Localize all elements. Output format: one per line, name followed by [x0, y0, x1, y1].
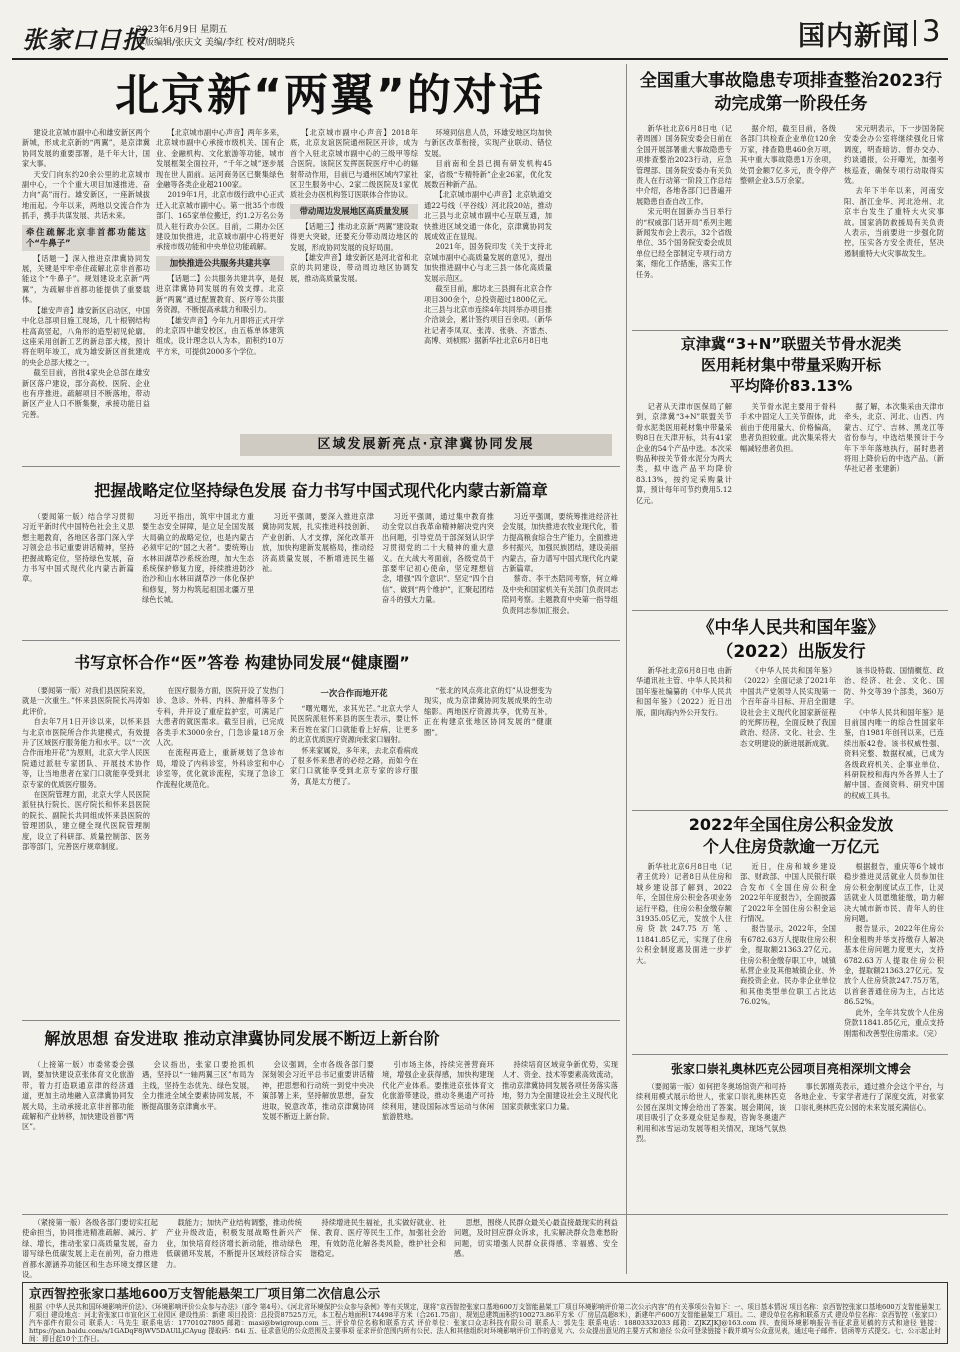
paragraph: 该书设特载、国情概览、政治、经济、社会、文化、国防、外交等39个部类，360万字。: [844, 666, 944, 707]
article-divider: [632, 810, 948, 811]
article-body-liangyi-col4: [424, 128, 552, 428]
title-line-1: 2022年全国住房公积金发放: [688, 815, 894, 834]
article-body-yearbook-col1: [636, 666, 732, 806]
article-body-housing-fund-col1: [636, 862, 732, 1050]
article-body-health-col4: [424, 686, 552, 1016]
paragraph: 引市场主体，持续完善营商环境，增强企业获得感，加快构建现代化产业体系。要推进京张体育文化旅游带建设，推动冬奥遗产可持续利用，建设国际冰雪运动与休闲旅游胜地。: [382, 1060, 494, 1122]
article-title-health: 书写京怀合作“医”答卷 构建协同发展“健康圈”: [74, 653, 410, 672]
paragraph: 根据报告，重庆等6个城市稳步推进灵活就业人员参加住房公积金制度试点工作，让灵活就业人员愿缴能缴，助力解决大城市新市民、青年人的住房问题。: [844, 862, 944, 924]
article-body-bone-cement-col2: [740, 402, 836, 604]
newspaper-logo: 张家口日报: [22, 25, 147, 54]
article-title-yearbook: [634, 616, 948, 664]
paragraph: 报告显示，2022年住房公积金租购并举支持缴存人解决基本住房问题力度更大，支持6782.63万人提取住房公积金，提取额21363.27亿元。发放个人住房贷款247.75万笔，以首套普通住房为主，占比达86.52%。: [844, 924, 944, 1007]
page-number: 3: [922, 14, 941, 48]
article-body-safety-col3: [844, 124, 944, 324]
article-divider: [22, 1020, 620, 1021]
paragraph: 记者从天津市医保局了解到，京津冀“3+N”联盟关节骨水泥类医用耗材集中带量采购8日在天津开标，共有41家企业的54个产品中选。本次采购品种按关节骨水泥分为两大类，拟中选产品平均降价83.13%，按约定采购量计算，预计每年可节约费用5.12亿元。: [636, 402, 732, 505]
paragraph: 在流程再造上，重新规划了急诊布局，增设了内科诊室，外科诊室和中心诊室等，优化就诊流程，实现了急诊工作流程化规范化。: [156, 748, 284, 789]
paragraph: （要闻第一版）结合学习贯彻习近平新时代中国特色社会主义思想主题教育，各地区各部门深入学习领会总书记重要讲话精神，坚持把握战略定位，坚持绿色发展，奋力书写中国式现代化内蒙古新篇章。: [22, 512, 134, 584]
paragraph: 蔡奇、李干杰陪同考察，何立峰及中央和国家机关有关部门负责同志陪同考察。主题教育中央第一指导组负责同志参加汇报会。: [502, 574, 618, 615]
paragraph: 在医院管理方面，北京大学人民医院派驻执行院长、医疗院长和怀来县医院的院长、副院长共同组成怀来县医院的管理团队，建立健全现代医院管理制度，设立了科研部、质量控制部、医务部等部门，完善医疗规章制度。: [22, 790, 150, 852]
paragraph: 会议指出，张家口要抢抓机遇，坚持以“一轴两翼三区”布局为主线，坚持生态优先、绿色发展，全力推进全域全要素协同发展，不断提高服务京津冀水平。: [142, 1060, 254, 1111]
article-body-inner-mongolia-col1: [22, 512, 134, 638]
paragraph: 持续增进民生福祉，扎实做好就业、社保、教育、医疗等民生工作，加强社会治理，有效防范化解各类风险，维护社会和谐稳定。: [310, 1218, 446, 1259]
paragraph: 会议强调，全市各级各部门要深刻领会习近平总书记重要讲话精神，把思想和行动统一到党中央决策部署上来，坚持解放思想，奋发进取，锐意改革，推动京津冀协同发展不断迈上新台阶。: [262, 1060, 374, 1122]
topic-banner: 区域发展新亮点·京津冀协同发展: [240, 434, 612, 456]
article-body-safety-col1: [636, 124, 732, 324]
title-line-1: 《中华人民共和国年鉴》: [697, 618, 885, 638]
paragraph: 截至目前，廊坊北三县拥有北京合作项目300余个，总投资超过1800亿元。北三县与北京市连续4年共同举办项目推介洽谈会，累计签约项目百余项。（新华社记者李凤双、张涛、张骁、齐雷杰、高博、刘桢熙）据新华社北京6月8日电: [424, 284, 552, 346]
notice-title: 京西智控张家口基地600万支智能悬架工厂项目第二次信息公示: [29, 1286, 381, 1301]
article-divider: [632, 610, 948, 611]
article-title-liangyi: 北京新“两翼”的对话: [115, 70, 545, 121]
paragraph: 载能力；加快产业结构调整，推动传统产业升级改造，积极发展战略性新兴产业，加快培育经济增长新动能，推动绿色低碳循环发展，不断提升区域经济综合实力。: [166, 1218, 302, 1269]
paragraph: 【雄安声音】今年九月即将正式开学的北京四中雄安校区，由五栋单体建筑组成，设计理念以人为本，面积约10万平方米，可提供2000多个学位。: [156, 315, 284, 356]
article-body-jingjinji-col1: [22, 1060, 134, 1210]
article-body-safety-col2: [740, 124, 836, 324]
public-notice-box: [22, 1282, 948, 1344]
paragraph: 2021年，国务院印发《关于支持北京城市副中心高质量发展的意见》，提出加快推进副中心与北三县一体化高质量发展示范区。: [424, 242, 552, 283]
article-title-safety: [634, 70, 948, 116]
paragraph: 截至目前，首批4家央企总部在雄安新区落户建设，部分高校、医院、企业也有序推进。疏解项目不断落地，带动新区产业人口不断集聚，承接功能日益完善。: [22, 368, 150, 419]
masthead-rule: [12, 58, 948, 60]
title-line-2: 个人住房贷款逾一万亿元: [702, 837, 879, 856]
article-title-jingjinji: 解放思想 奋发进取 推动京津冀协同发展不断迈上新台阶: [44, 1029, 440, 1048]
article-body-health-col2: [156, 686, 284, 1016]
paragraph: 此外，全年共发放个人住房贷款11841.85亿元，重点支持刚需和改善型住房需求。（完）: [844, 1007, 944, 1038]
article-divider: [632, 330, 948, 331]
article-body-inner-mongolia-col3: [262, 512, 374, 638]
masthead: [12, 14, 948, 54]
paragraph: （上接第一版）市委常委会强调，要加快建设京张体育文化旅游带，着力打造联通京津的经济通道，更加主动地融入京津冀协同发展大局，主动承接北京非首都功能疏解和产业转移，加快建设首都“两区”。: [22, 1060, 134, 1132]
paragraph: 新华社北京6月8日电（记者周圆）国务院安委会日前在全国开展部署重大事故隐患专项排查整治2023行动，应急管理部、国务院安委办有关负责人在行动第一阶段工作总结中介绍，各地各部门已普遍开展隐患自查自改工作。: [636, 124, 732, 206]
article-title-chongli: 张家口崇礼奥林匹克公园项目亮相深圳文博会: [670, 1062, 911, 1076]
article-body-bone-cement-col1: [636, 402, 732, 604]
paragraph: “张北的风点亮北京的灯”从设想变为现实，成为京津冀协同发展成果的生动缩影。两地医疗资源共享，优势互补，正在构建京张地区协同发展的“健康圈”。: [424, 686, 552, 737]
paragraph: 习近平强调，通过集中教育推动全党以自我革命精神解决党内突出问题，引导党员干部深刻认识学习贯彻党的二十大精神的重大意义。在大战大考面前，各级党员干部要牢记初心使命，坚定理想信念，增强“四个意识”、坚定“四个自信”、做到“两个维护”，汇聚起团结奋斗的强大力量。: [382, 512, 494, 605]
continuation-col1: [22, 1218, 158, 1280]
paragraph: 事长郭刚英表示，通过推介会这个平台，与各地企业、专家学者进行了深度交流，对张家口崇礼奥林匹克公园的未来发展充满信心。: [794, 1082, 944, 1112]
paragraph: 天安门向东约20余公里的北京城市副中心，一个个重大项目加速推进、奋力向“高”而行。雄安新区，一座新城拔地而起。今年以来，两地以交流合作为抓手，携手共谋发展、共话未来。: [22, 169, 150, 221]
paragraph: 据介绍，截至目前，各级各部门共检查企业单位120余万家，排查隐患460余万项，其中重大事故隐患1万余项，处罚金额7亿多元，责令停产整顿企业3.5万余家。: [740, 124, 836, 186]
title-line-3: 平均降价83.13%: [729, 377, 853, 395]
column-separator: [626, 64, 627, 1274]
title-text: 全国重大事故隐患专项排查整治2023行动完成第一阶段任务: [639, 71, 943, 114]
paragraph: 新华社北京6月8日电（记者王优玲）记者8日从住房和城乡建设部了解到，2022年，全国住房公积金各项业务运行平稳，住房公积金缴存额31935.05亿元，发放个人住房贷款247.75万笔、11841.85亿元，实现了住房公积金制度惠及面进一步扩大。: [636, 862, 732, 965]
article-body-liangyi-col2: [156, 128, 284, 460]
paragraph: 【话题一】深入推进京津冀协同发展，关键是牢牢牵住疏解北京非首都功能这个“牛鼻子”。规划建设北京新“两翼”，为疏解非首都功能提供了重要载体。: [22, 253, 150, 305]
section-divider: [914, 20, 916, 46]
paragraph: 《中华人民共和国年鉴》（2022）全面记录了2021年中国共产党领导人民实现第一个百年奋斗目标、开启全面建设社会主义现代化国家新征程的光辉历程，全面反映了我国政治、经济、文化、社会、生态文明建设的新进展新成就。: [740, 666, 836, 748]
paragraph: 【话题二】公共服务共建共享，是促进京津冀协同发展的有效支撑。北京新“两翼”通过配置教育、医疗等公共服务资源，不断提高承载力和吸引力。: [156, 273, 284, 315]
paragraph: （要闻第一版）对我们县医院来说，就是一次重生。”怀来县医院院长冯涛如此评价。: [22, 686, 150, 716]
paragraph: （要闻第一版）如何把冬奥场馆资产和可持续利用模式展示给世人，张家口崇礼奥林匹克公园在深圳文博会给出了答案。展会期间，该项目吸引了众多观众驻足参观，咨询冬奥遗产利用和冰雪运动发展等相关情况，现场气氛热烈。: [636, 1082, 786, 1144]
paragraph: 怀来家属说，多年来，去北京看病成了很多怀来患者的必经之路，而如今在家门口就能享受到北京专家的诊疗服务，真是太方便了。: [290, 745, 418, 786]
title-line-1: 京津冀“3+N”联盟关节骨水泥类: [680, 335, 902, 353]
subheading: 牵住疏解北京非首都功能这个“牛鼻子”: [22, 225, 150, 251]
paragraph: 关节骨水泥主要用于骨科手术中固定人工关节假体，此前由于使用量大、价格偏高，患者负担较重。此次集采将大幅减轻患者负担。: [740, 402, 836, 453]
continuation-col2: [166, 1218, 302, 1280]
article-body-inner-mongolia-col4: [382, 512, 494, 638]
article-body-liangyi-col1: [22, 128, 150, 460]
continuation-col4: [454, 1218, 618, 1280]
article-body-jingjinji-col2: [142, 1060, 254, 1210]
article-body-health-col3: [290, 686, 418, 1016]
section-name: 国内新闻: [798, 21, 910, 52]
paragraph: 据了解，本次集采由天津市牵头，北京、河北、山西、内蒙古、辽宁、吉林、黑龙江等省份参与，中选结果预计于今年下半年落地执行，届时患者将用上降价后的中选产品。（新华社记者 张建新）: [844, 402, 944, 474]
article-body-liangyi-col3: [290, 128, 418, 460]
article-title-inner-mongolia: 把握战略定位坚持绿色发展 奋力书写中国式现代化内蒙古新篇章: [94, 481, 548, 500]
paragraph: 2019年1月，北京市级行政中心正式迁入北京城市副中心。第一批35个市级部门、165家单位搬迁，约1.2万名公务员入驻行政办公区。目前，二期办公区建设加快推进，北京城市副中心将更好承接市级功能和中央单位功能疏解。: [156, 190, 284, 252]
paragraph: 习近平强调，要深入推进京津冀协同发展，扎实推进科技创新、产业创新、人才支撑，深化改革开放，加快构建新发展格局，推动经济高质量发展，不断增进民生福祉。: [262, 512, 374, 574]
article-divider: [632, 1054, 948, 1055]
paragraph: 去年下半年以来，河南安阳、浙江金华、河北沧州、北京丰台发生了重特大火灾事故。国家消防救援局有关负责人表示，当前要进一步强化防控，压实各方安全责任，坚决遏制重特大火灾事故发生。: [844, 186, 944, 258]
notice-body: 根据《中华人民共和国环境影响评价法》、《环境影响评价公众参与办法》（部令 第4号）、《河北省环境保护公众参与条例》等有关规定，现将“京西智控张家口基地600万支智能悬架工厂项目环境影响评价第二次公示内容”的有关事项公告如下：一、项目基本情况 项目名称：京西智控张家口基地600万支智能悬架工厂项目 建设地点：河北省张家口市宣化区工业园区 建设性质：新建 项目投资：总投资87525万元，本工程占地面积174498平方米（合261.75亩），规划总建筑面积约100273.86平方米（厂房层高超8米），新建年产600万支智能悬架工厂项目。二、建设单位名称和联系方式 建设单位名称：京西智控（张家口）汽车部件有限公司 联系人：马先生 联系电话：17701027895 邮箱：masi@bwigroup.com 三、评价单位名称和联系方式 评价单位：张家口众志科技有限公司 联系人：郭先生 联系电话：18803332033 邮箱：ZJKZJKJ@163.com 四、查阅环境影响报告书征求意见稿的方式和途径 链接：https://pan.baidu.com/s/1GADqF8jWV5DAUlLjCAyug 提取码：fi4i 五、征求意见的公众范围及主要事项 征求评价范围内所有公民、法人和其他组织对环境影响评价工作的意见 六、公众提出意见的主要方式和途径 公众可登录链接下载并填写公众意见表，通过电子邮件、信函等方式提交。七、公示起止时间：即日起10个工作日。: [29, 1303, 941, 1343]
paragraph: 目前南和全县已拥有研发机构45家，省级“专精特新”企业26家，优化发展数百种新产品。: [424, 159, 552, 190]
article-body-inner-mongolia-col2: [142, 512, 254, 638]
paragraph: 习近平强调，要统筹推进经济社会发展，加快推进农牧业现代化，着力提高粮食综合生产能力，全面推进乡村振兴，加强民族团结，建设美丽内蒙古，奋力谱写中国式现代化内蒙古新篇章。: [502, 512, 618, 574]
paragraph: 宋元明表示，下一步国务院安委会办公室将继续强化日常调度，明查暗访、督办交办、约谈通报，公开曝光，加强考核巡查，确保专项行动取得实效。: [844, 124, 944, 186]
article-body-jingjinji-col5: [502, 1060, 618, 1210]
paragraph: 【北京城市副中心声音】北京轨道交通22号线（平谷线）河北段20站，推动北三县与北京城市副中心互联互通，加快推进区域交通一体化，京津冀协同发展成效正在显现。: [424, 190, 552, 242]
continuation-col3: [310, 1218, 446, 1280]
article-body-housing-fund-col2: [740, 862, 836, 1050]
article-title-bone-cement: [634, 334, 948, 397]
article-body-yearbook-col3: [844, 666, 944, 806]
title-line-2: （2022）出版发行: [716, 642, 866, 662]
paragraph: 新华社北京6月8日电 由新华通讯社主管、中华人民共和国年鉴社编纂的《中华人民共和国年鉴》（2022）近日出版，面向海内外公开发行。: [636, 666, 732, 717]
paragraph: 在医疗服务方面，医院开设了发热门诊、急诊、外科、内科、肿瘤科等多个专科，并开设了重症监护室，可满足广大患者的就医需求。截至目前，已完成各类手术3000余台，门急诊量18万余人次。: [156, 686, 284, 748]
article-body-chongli-col2: [794, 1082, 944, 1212]
article-divider: [22, 640, 620, 641]
paragraph: 思想，围绕人民群众最关心最直接最现实的利益问题，及时回应群众诉求，扎实解决群众急难愁盼问题，切实增强人民群众获得感、幸福感、安全感。: [454, 1218, 618, 1259]
paragraph: 建设北京城市副中心和雄安新区两个新城，形成北京新的“两翼”，是京津冀协同发展的重要部署，是千年大计，国家大事。: [22, 128, 150, 169]
paragraph: 《中华人民共和国年鉴》是目前国内唯一的综合性国家年鉴，自1981年创刊以来，已连续出版42卷。该书权威性强、资料完整、数据权威，已成为各级政府机关、企事业单位、科研院校和海内外各界人士了解中国、查阅资料、研究中国的权威工具书。: [844, 707, 944, 800]
subheading: 带动周边发展地区高质量发展: [290, 204, 418, 219]
paragraph: 自去年7月1日开诊以来，以怀来县与北京市医院所合作共建模式，有效提升了区域医疗服务能力和水平。以“一次合作而地开花”为原则，北京大学人民医院通过派驻专家团队、开展技术协作等，让当地患者在家门口就能享受到北京专家的优质医疗服务。: [22, 717, 150, 789]
paragraph: 持续培育区域竞争新优势，实现人才、资金、技术等要素高效流动，推动京津冀协同发展各项任务落实落地，努力为全面建设社会主义现代化国家贡献张家口力量。: [502, 1060, 618, 1111]
paragraph: （紧接第一版）各级各部门要切实扛起使命担当，协同推进精准疏解、减污、扩绿、增长，推动张家口高质量发展，奋力谱写绿色低碳发展上走在前列，奋力推进首都水源涵养功能区和生态环境支撑区建设。: [22, 1218, 158, 1280]
paragraph: 习近平指出，筑牢中国北方重要生态安全屏障，是立足全国发展大局确立的战略定位，也是内蒙古必须牢记的“国之大者”。要统筹山水林田湖草沙系统治理，加大生态系统保护修复力度，持续推进防沙治沙和山水林田湖草沙一体化保护和修复，努力构筑起祖国北疆万里绿色长城。: [142, 512, 254, 605]
article-divider: [22, 1214, 948, 1215]
paragraph: 【话题三】推动北京新“两翼”建设取得更大突破，还要充分带动周边地区的发展，形成协同发展的良好局面。: [290, 221, 418, 252]
paragraph: 环境同信息人员，环雄安地区均加快与新区改革衔接，实现产业联动、错位发展。: [424, 128, 552, 158]
article-divider: [22, 466, 620, 467]
article-title-housing-fund: [634, 814, 948, 858]
article-body-inner-mongolia-col5: [502, 512, 618, 638]
article-body-bone-cement-col3: [844, 402, 944, 604]
article-body-jingjinji-col4: [382, 1060, 494, 1210]
paragraph: 报告显示，2022年，全国有6782.63万人提取住房公积金，提取额21363.27亿元。住房公积金缴存职工中，城镇私营企业及其他城镇企业、外商投资企业、民办非企业单位和其他类型单位职工占比达76.02%。: [740, 924, 836, 1007]
title-line-2: 医用耗材集中带量采购开标: [700, 356, 881, 374]
article-body-jingjinji-col3: [262, 1060, 374, 1210]
subheading: 一次合作而地开花: [320, 688, 388, 698]
paragraph: 【北京城市副中心声音】两年多来，北京城市副中心承接市级机关、国有企业、金融机构、文化旅游等功能，城市发展框架全面拉开，“千年之城”逐步展现在世人面前。运河商务区已聚集绿色金融等各类企业超2100家。: [156, 128, 284, 190]
article-body-yearbook-col2: [740, 666, 836, 806]
paragraph: 【北京城市副中心声音】2018年底，北京友谊医院通州院区开诊，成为首个入驻北京城市副中心的三级甲等综合医院。该院区发挥医院医疗中心的辐射带动作用，目前已与通州区域内7家社区卫生服务中心、2家二级医院及1家优质社会办医机构签订医联体合作协议。: [290, 128, 418, 200]
paragraph: “曙光曙光，求其光芒。”北京大学人民医院派驻怀来县的医生表示，要让怀来百姓在家门口就能看上好病，让更多的北京优质医疗资源向张家口辐射。: [290, 704, 418, 745]
editor-credits: 本版编辑/张庆文 美编/李红 校对/朗晓兵: [136, 38, 295, 48]
paragraph: 宋元明在国新办当日举行的“权威部门话开局”系列主题新闻发布会上表示，32个省级单位、35个国务院安委会成员单位已经全部制定专项行动方案，细化工作措施，落实工作任务。: [636, 207, 732, 279]
paragraph: 【雄安声音】雄安新区是河北省和北京的共同建设，带动周边地区协调发展，推动高质量发展。: [290, 253, 418, 283]
paragraph: 近日，住房和城乡建设部、财政部、中国人民银行联合发布《全国住房公积金2022年年度报告》，全面披露了2022年全国住房公积金运行情况。: [740, 862, 836, 924]
article-body-housing-fund-col3: [844, 862, 944, 1050]
issue-date: 2023年6月9日 星期五: [136, 25, 228, 35]
article-body-health-col1: [22, 686, 150, 1016]
article-body-chongli-col1: [636, 1082, 786, 1212]
paragraph: 【雄安声音】雄安新区启动区，中国中化总部项目施工现场，几十根钢结构柱高高竖起，八角形的造型初见轮廓。这座采用创新工艺的新总部大楼，预计将在明年竣工，成为雄安新区首批建成的央企总部大楼之一。: [22, 305, 150, 367]
subheading: 加快推进公共服务共建共享: [156, 256, 284, 271]
